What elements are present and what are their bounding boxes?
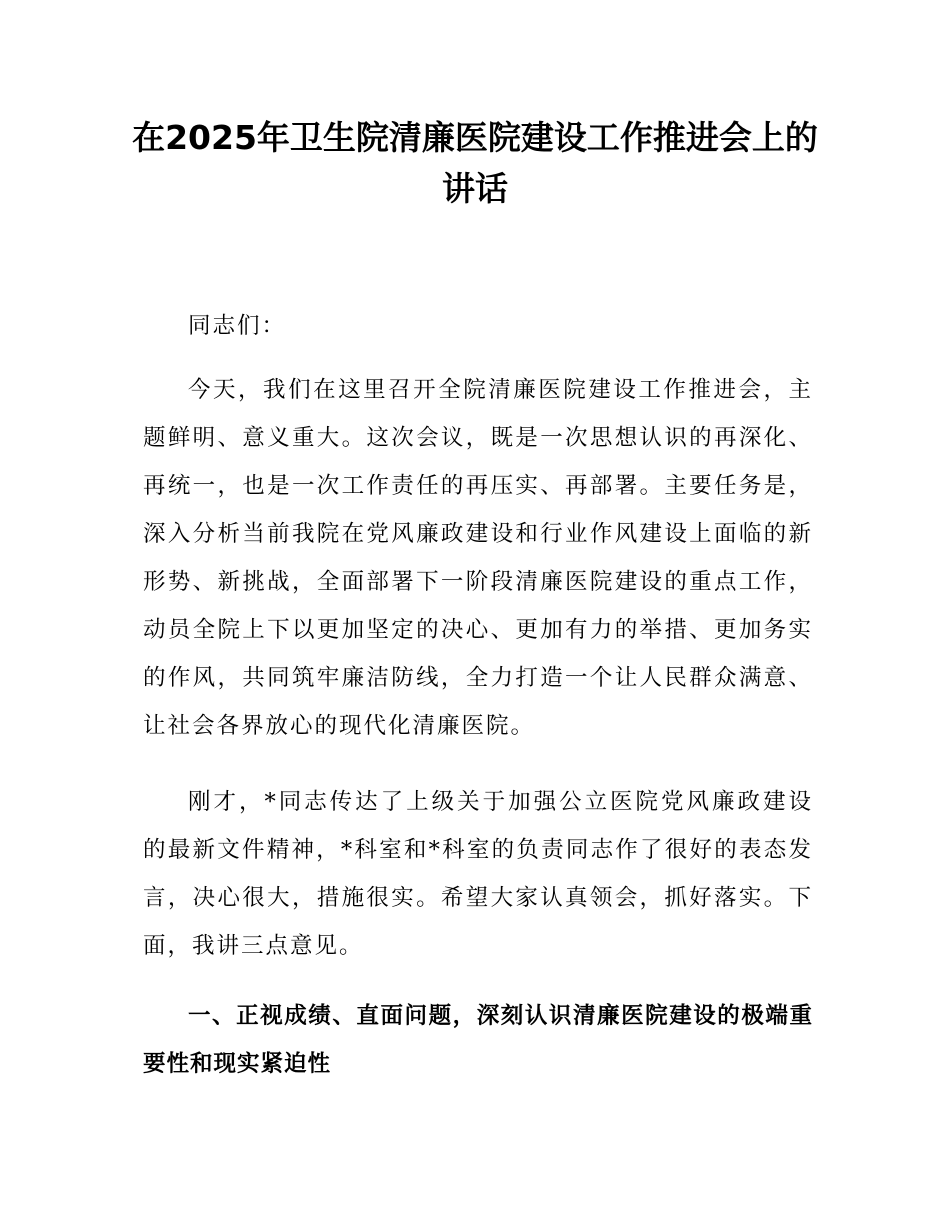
intro-paragraph: 今天，我们在这里召开全院清廉医院建设工作推进会，主题鲜明、意义重大。这次会议，既是一次思想认识的再深化、再统一，也是一次工作责任的再压实、再部署。主要任务是，深入分析当前我院在党风廉政建设和行业作风建设上面临的新形势、新挑战，全面部署下一阶段清廉医院建设的重点工作，动员全院上下以更加坚定的决心、更加有力的举措、更加务实的作风，共同筑牢廉洁防线，全力打造一个让人民群众满意、让社会各界放心的现代化清廉医院。 — [143, 377, 813, 739]
greeting-paragraph: 同志们： — [188, 313, 287, 339]
document-title: 在2025年卫生院清廉医院建设工作推进会上的讲话 — [132, 118, 818, 208]
second-paragraph: 刚才，*同志传达了上级关于加强公立医院党风廉政建设的最新文件精神，*科室和*科室的负责同志作了很好的表态发言，决心很大，措施很实。希望大家认真领会，抓好落实。下面，我讲三点意见。 — [143, 789, 813, 959]
section-heading-1: 一、正视成绩、直面问题，深刻认识清廉医院建设的极端重要性和现实紧迫性 — [143, 1003, 813, 1077]
